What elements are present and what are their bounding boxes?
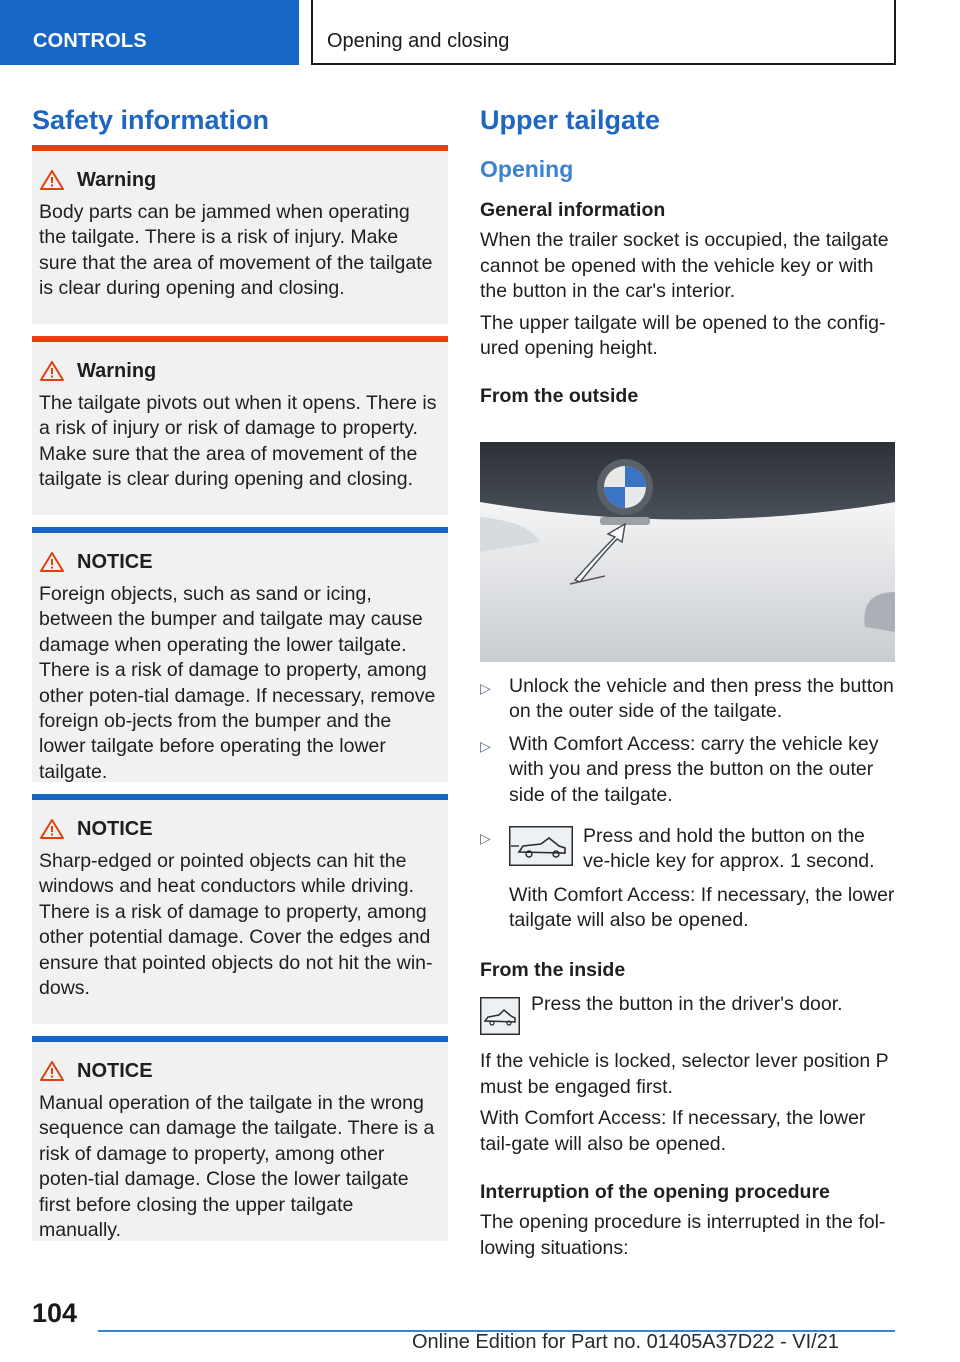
opening-subheading: Opening <box>480 156 574 182</box>
notice-box-3 <box>32 1036 448 1241</box>
car-tailgate-icon <box>509 826 573 866</box>
page-number: 104 <box>32 1298 78 1328</box>
comfort-text: With Comfort Access: If necessary, the lower tail-gate will also be opened. <box>480 1107 866 1155</box>
left-column <box>32 100 448 1241</box>
warning-triangle-icon <box>39 360 65 382</box>
section-label: CONTROLS <box>33 30 147 52</box>
hazard-title: NOTICE <box>77 817 153 840</box>
general-info-title: General information <box>480 199 666 221</box>
hazard-title: Warning <box>77 359 157 382</box>
car-tailgate-icon <box>480 997 520 1035</box>
hazard-bar-red <box>32 145 448 151</box>
inside-section <box>480 958 896 1261</box>
general-info-text: When the trailer socket is occupied, the tailgate cannot be opened with the vehicle key or with the button in the car's interior. <box>480 229 889 303</box>
tailgate-button-illustration <box>480 442 895 662</box>
warning-triangle-icon <box>39 551 65 573</box>
hazard-bar-blue <box>32 794 448 800</box>
tailgate-image <box>480 442 895 662</box>
hazard-bar-red <box>32 336 448 342</box>
chapter-label: Opening and closing <box>327 30 510 52</box>
outside-title: From the outside <box>480 385 639 408</box>
warning-triangle-icon <box>39 818 65 840</box>
hazard-text: Body parts can be jammed when operating the tailgate. There is a risk of injury. Make sure that the area of movement of the tailgate is clear during opening and closing. <box>39 201 433 300</box>
instruction-list <box>480 674 896 934</box>
tailgate-heading: Upper tailgate <box>480 105 661 135</box>
warning-triangle-icon <box>39 169 65 191</box>
safety-heading: Safety information <box>32 105 270 135</box>
notice-box-1 <box>32 527 448 782</box>
warning-box-2 <box>32 336 448 515</box>
hazard-text: Manual operation of the tailgate in the wrong sequence can damage the tailgate. There is a risk of damage to property, among other poten-tial damage. Close the lower tailgate first before closing the upper tailgate manually. <box>39 1092 435 1242</box>
notice-box-2 <box>32 794 448 1024</box>
bullet-triangle-icon: ▷ <box>480 830 491 847</box>
right-column <box>480 100 896 410</box>
warning-triangle-icon <box>39 1060 65 1082</box>
key-comfort-text: With Comfort Access: If necessary, the lower tailgate will also be opened. <box>509 883 895 932</box>
list-item <box>480 824 896 934</box>
hazard-text: The tailgate pivots out when it opens. There is a risk of injury or risk of damage to property. Make sure that the area of movement of the tailgate is clear during opening and closing. <box>39 392 437 491</box>
bullet-triangle-icon: ▷ <box>480 737 491 754</box>
hazard-title: NOTICE <box>77 1059 153 1082</box>
bullet-triangle-icon: ▷ <box>480 680 491 696</box>
warning-box-1 <box>32 145 448 324</box>
edition-text: Online Edition for Part no. 01405A37D22 - VI/21 <box>412 1331 839 1353</box>
interrupt-title: Interruption of the opening procedure <box>480 1181 830 1204</box>
hazard-text: Sharp-edged or pointed objects can hit the windows and heat conductors while driving. There is a risk of damage to property, among other potential damage. Cover the edges and ensure that pointed objects do not hit the win-dows. <box>39 850 433 1000</box>
hazard-text: Foreign objects, such as sand or icing, between the bumper and tailgate may cause damage when operating the lower tailgate. There is a risk of damage to property, among other poten-tial damage. If necessary, remove foreign ob-jects from the bumper and the lower tailgate before operating the lower tailgate. <box>39 583 436 783</box>
hazard-title: NOTICE <box>77 550 153 573</box>
section-tab <box>0 0 299 65</box>
inside-title: From the inside <box>480 959 626 981</box>
hazard-bar-blue <box>32 527 448 533</box>
key-instruction-text: Press and hold the button on the ve-hicle key for approx. 1 second. <box>583 825 875 873</box>
locked-text: If the vehicle is locked, selector lever position P must be engaged first. <box>480 1050 889 1098</box>
list-item <box>480 674 896 725</box>
hazard-title: Warning <box>77 168 157 191</box>
list-item-text: With Comfort Access: carry the vehicle key with you and press the button on the outer side of the tailgate. <box>509 732 879 806</box>
opening-height-text: The upper tailgate will be opened to the config-ured opening height. <box>480 311 886 360</box>
list-item <box>480 732 896 808</box>
interrupt-text: The opening procedure is interrupted in the fol-lowing situations: <box>480 1211 886 1259</box>
hazard-bar-blue <box>32 1036 448 1042</box>
list-item-text: Unlock the vehicle and then press the button on the outer side of the tailgate. <box>509 675 894 723</box>
chapter-header <box>311 0 896 65</box>
inside-text: Press the button in the driver's door. <box>531 993 843 1016</box>
